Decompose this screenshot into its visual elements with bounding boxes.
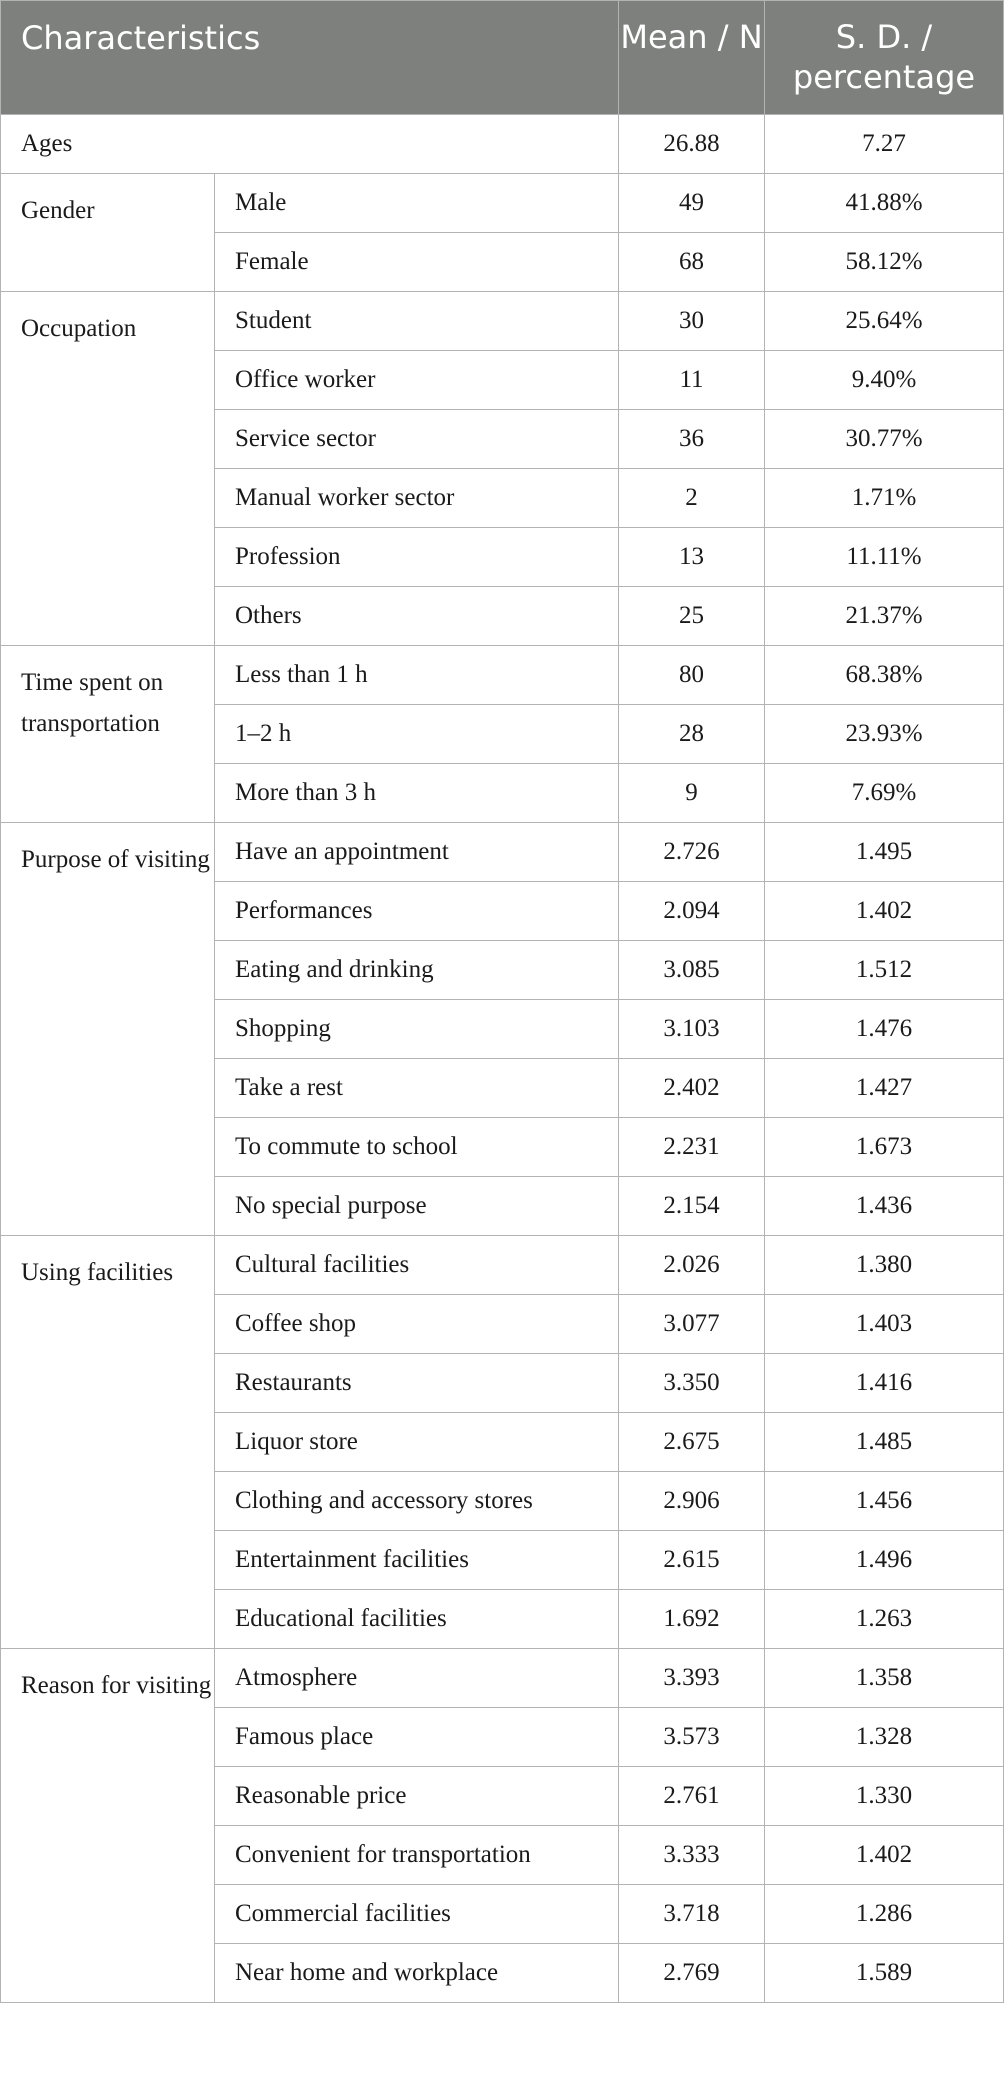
row-category-label: Reason for visiting (1, 1649, 215, 2003)
row-subcategory-label: Educational facilities (215, 1590, 619, 1649)
cell-sd-percentage: 1.673 (765, 1118, 1004, 1177)
row-subcategory-label: Less than 1 h (215, 646, 619, 705)
table-row (1, 174, 1004, 233)
row-category-label: Gender (1, 174, 215, 292)
header-row (1, 1, 1004, 115)
cell-sd-percentage: 1.512 (765, 941, 1004, 1000)
row-subcategory-label: Entertainment facilities (215, 1531, 619, 1590)
row-subcategory-label: Service sector (215, 410, 619, 469)
row-subcategory-label: Shopping (215, 1000, 619, 1059)
row-subcategory-label: No special purpose (215, 1177, 619, 1236)
row-category-label: Using facilities (1, 1236, 215, 1649)
cell-mean-n: 9 (619, 764, 765, 823)
cell-sd-percentage: 1.328 (765, 1708, 1004, 1767)
cell-mean-n: 1.692 (619, 1590, 765, 1649)
cell-sd-percentage: 1.402 (765, 882, 1004, 941)
cell-mean-n: 3.077 (619, 1295, 765, 1354)
row-subcategory-label: Female (215, 233, 619, 292)
cell-mean-n: 2.154 (619, 1177, 765, 1236)
cell-sd-percentage: 1.427 (765, 1059, 1004, 1118)
cell-mean-n: 36 (619, 410, 765, 469)
cell-sd-percentage: 1.416 (765, 1354, 1004, 1413)
cell-sd-percentage: 9.40% (765, 351, 1004, 410)
cell-mean-n: 2.761 (619, 1767, 765, 1826)
cell-sd-percentage: 1.496 (765, 1531, 1004, 1590)
row-subcategory-label: Liquor store (215, 1413, 619, 1472)
cell-mean-n: 2.094 (619, 882, 765, 941)
cell-mean-n: 2.769 (619, 1944, 765, 2003)
row-subcategory-label: Take a rest (215, 1059, 619, 1118)
cell-sd-percentage: 41.88% (765, 174, 1004, 233)
cell-sd-percentage: 7.69% (765, 764, 1004, 823)
cell-sd-percentage: 1.286 (765, 1885, 1004, 1944)
cell-mean-n: 3.393 (619, 1649, 765, 1708)
cell-mean-n: 49 (619, 174, 765, 233)
cell-sd-percentage: 1.476 (765, 1000, 1004, 1059)
cell-sd-percentage: 25.64% (765, 292, 1004, 351)
row-subcategory-label: Student (215, 292, 619, 351)
cell-mean-n: 30 (619, 292, 765, 351)
cell-mean-n: 28 (619, 705, 765, 764)
cell-sd-percentage: 1.495 (765, 823, 1004, 882)
row-subcategory-label: 1–2 h (215, 705, 619, 764)
row-subcategory-label: Profession (215, 528, 619, 587)
cell-mean-n: 2.231 (619, 1118, 765, 1177)
table-row (1, 646, 1004, 705)
row-label-ages: Ages (1, 115, 619, 174)
row-subcategory-label: Performances (215, 882, 619, 941)
cell-mean-n: 3.350 (619, 1354, 765, 1413)
table-body (1, 115, 1004, 2003)
cell-sd-percentage: 1.402 (765, 1826, 1004, 1885)
table-header (1, 1, 1004, 115)
cell-sd-percentage: 1.358 (765, 1649, 1004, 1708)
row-subcategory-label: Convenient for transportation (215, 1826, 619, 1885)
cell-sd-percentage: 21.37% (765, 587, 1004, 646)
row-subcategory-label: Restaurants (215, 1354, 619, 1413)
row-subcategory-label: Famous place (215, 1708, 619, 1767)
cell-mean-n: 2.906 (619, 1472, 765, 1531)
cell-ages-sd: 7.27 (765, 115, 1004, 174)
cell-mean-n: 2.726 (619, 823, 765, 882)
header-sd-percentage: S. D. / percentage (765, 1, 1004, 115)
row-subcategory-label: Commercial facilities (215, 1885, 619, 1944)
row-subcategory-label: Near home and workplace (215, 1944, 619, 2003)
cell-mean-n: 68 (619, 233, 765, 292)
row-category-label: Purpose of visiting (1, 823, 215, 1236)
cell-mean-n: 2.402 (619, 1059, 765, 1118)
table-row (1, 823, 1004, 882)
cell-mean-n: 2.675 (619, 1413, 765, 1472)
cell-mean-n: 11 (619, 351, 765, 410)
table-row (1, 1236, 1004, 1295)
row-subcategory-label: Coffee shop (215, 1295, 619, 1354)
row-subcategory-label: More than 3 h (215, 764, 619, 823)
cell-mean-n: 2 (619, 469, 765, 528)
cell-mean-n: 3.085 (619, 941, 765, 1000)
cell-sd-percentage: 1.71% (765, 469, 1004, 528)
cell-mean-n: 25 (619, 587, 765, 646)
row-subcategory-label: Manual worker sector (215, 469, 619, 528)
cell-mean-n: 2.615 (619, 1531, 765, 1590)
row-subcategory-label: Clothing and accessory stores (215, 1472, 619, 1531)
header-characteristics: Characteristics (1, 1, 619, 115)
cell-sd-percentage: 11.11% (765, 528, 1004, 587)
row-subcategory-label: Others (215, 587, 619, 646)
row-category-label: Time spent on transportation (1, 646, 215, 823)
cell-ages-mean: 26.88 (619, 115, 765, 174)
cell-sd-percentage: 1.263 (765, 1590, 1004, 1649)
cell-mean-n: 3.333 (619, 1826, 765, 1885)
cell-sd-percentage: 1.380 (765, 1236, 1004, 1295)
cell-sd-percentage: 30.77% (765, 410, 1004, 469)
cell-sd-percentage: 1.403 (765, 1295, 1004, 1354)
cell-mean-n: 2.026 (619, 1236, 765, 1295)
row-subcategory-label: Cultural facilities (215, 1236, 619, 1295)
row-subcategory-label: Office worker (215, 351, 619, 410)
row-category-label: Occupation (1, 292, 215, 646)
row-subcategory-label: To commute to school (215, 1118, 619, 1177)
row-subcategory-label: Atmosphere (215, 1649, 619, 1708)
cell-sd-percentage: 1.436 (765, 1177, 1004, 1236)
cell-sd-percentage: 1.485 (765, 1413, 1004, 1472)
cell-mean-n: 3.573 (619, 1708, 765, 1767)
row-subcategory-label: Male (215, 174, 619, 233)
cell-mean-n: 80 (619, 646, 765, 705)
row-subcategory-label: Reasonable price (215, 1767, 619, 1826)
row-subcategory-label: Have an appointment (215, 823, 619, 882)
cell-sd-percentage: 58.12% (765, 233, 1004, 292)
table-row (1, 292, 1004, 351)
cell-mean-n: 3.718 (619, 1885, 765, 1944)
header-mean-n: Mean / N (619, 1, 765, 115)
cell-mean-n: 13 (619, 528, 765, 587)
table-row (1, 115, 1004, 174)
cell-sd-percentage: 23.93% (765, 705, 1004, 764)
table-row (1, 1649, 1004, 1708)
cell-sd-percentage: 1.456 (765, 1472, 1004, 1531)
cell-sd-percentage: 1.589 (765, 1944, 1004, 2003)
cell-sd-percentage: 68.38% (765, 646, 1004, 705)
row-subcategory-label: Eating and drinking (215, 941, 619, 1000)
cell-sd-percentage: 1.330 (765, 1767, 1004, 1826)
cell-mean-n: 3.103 (619, 1000, 765, 1059)
